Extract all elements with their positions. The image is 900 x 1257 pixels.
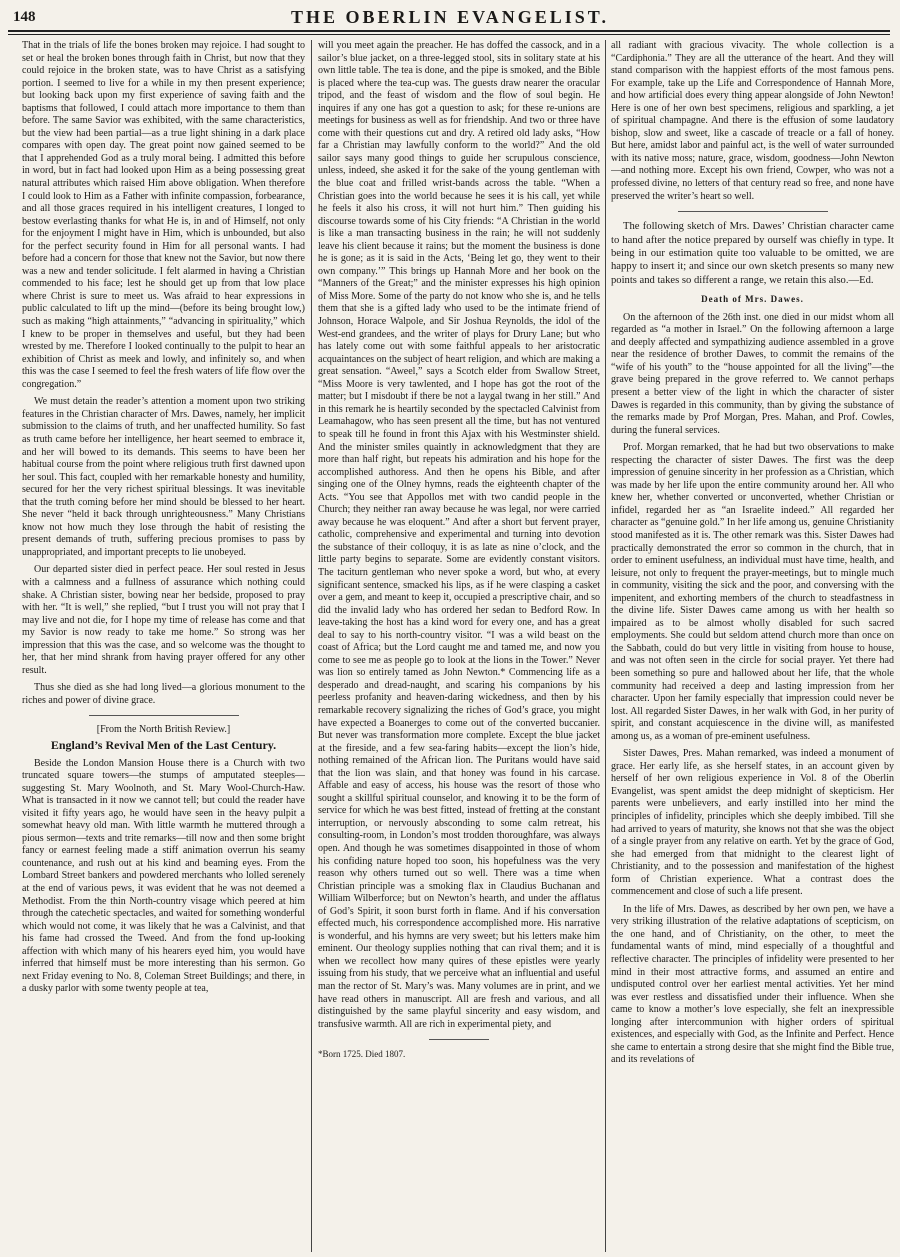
section-separator xyxy=(678,211,828,212)
page-header xyxy=(0,0,900,30)
header-rule-thin xyxy=(8,34,890,35)
paragraph: will you meet again the preacher. He has doffed the cassock, and in a sailor’s blue jacket, on a three-legged stool, sits in solitary state at his own little table. The tea is done, and the pipe is smoked, and the Bible is placed where the tea-cup was. The guests draw nearer the oracular tripod, and the feast of wisdom and the flow of soul begin. He inquires if any one has got a question to ask; for these re-unions are meetings for business as well as for friendship. And two or three have come with their questions cut and dry. A retired old lady asks, “How far a Christian may lawfully conform to the world?” And the old sailor says many good things to guide her scrupulous conscience, unless, indeed, she asked it for the sake of the young gentleman with the blue coat and frilled wrist-bands across the table. “When a Christian goes into the world because he sees it is his call, yet while he feels it also his cross, it will not hurt him.” Then guiding his discourse towards some of his City friends: “A Christian in the world is like a man transacting business in the rain; he will not suddenly leave his client because it rains; but the moment the business is done he is gone; as it is said in the Acts, ‘Being let go, they went to their own company.’” This brings up Hannah More and her book on the “Manners of the Great;” and the minister expresses his high opinion of Miss More. Some of the party do not know who she is, and he tells them that she is a gifted lady who used to be the intimate friend of Johnson, Horace Walpole, and Sir Joshua Reynolds, the idol of the West-end grandees, and the writer of plays for Drury Lane; but who has lately come out with some faithful appeals to her aristocratic acquaintances on the subject of heart religion, and which are making a great sensation. “Aweel,” says a Scotch elder from Swallow Street, “Miss Moore is very tawlented, and I hope has got the root of the matter; but I misdoubt if there be not a laygal twang in her still.” And in this remark he is heartily seconded by the spectacled Calvinist from Leamahagow, who has seen present all the time, but has not ventured to speak till he found in front this Ajax with his Westminster shield. And the minister smiles quaintly in acknowledgment that they are more than half right, but repeats his admiration and his hope for the accomplished authoress. And then he opens his Bible, and after singing one of the Olney hymns, reads the eighteenth chapter of the Acts. “You see that Appollos met with two candid people in the Church; they neither ran away because he was legal, nor were carried away because he was eloquent.” And after a short but fervent prayer, catholic, comprehensive and experimental and turning into devotion the substance of their colloquy, it is as late as nine o’clock, and the little party begins to separate. Some are evidently constant visitors. The taciturn gentleman who never spoke a word, but who, at every significant sentence, smacked his lips, as if he were clasping a casket over a gem, and meant to keep it, occupied a prescriptive chair, and so did the invalid lady who has ordered her sedan to Bedford Row. In leave-taking the host has a kind word for every one, and has a great deal to say to his north-country visitor. “I was a wild beast on the coast of Africa; but the Lord caught me and tamed me, and now you come to see me as people go to look at the lions in the Tower.” Never was lion so entirely tamed as John Newton.* Commencing life as a desperado and dread-naught, and scaring his companions by his peerless profanity and heaven-daring wickedness, and then by his remarkable recovery signalizing the riches of God’s grace, you might have expected a Boanerges to come out of the converted buccanier. But never was transformation more complete. Except the blue jacket at the fireside, and a few sea-faring habits—except the lion’s hide, nothing remained of the African lion. The Puritans would have said that the lion was slain, and that honey was found in his carcase. Affable and easy of access, his house was the resort of those who sought a skillful spiritual counselor, and knowing it to be the form of service for which he was best fitted, instead of fretting at the constant interruption, or nervously absconding to some calm retreat, his consulting-room, in London’s most trodden thoroughfare, was always open. And though he was sometimes disappointed in those of whom his confiding nature hoped too soon, his hopefulness was the very reason why others turned out so well. There was a time when Christian principle was a smoking flax in Claudius Buchanan and William Wilberforce; but on Newton’s hearth, and under the afflatus of God’s Spirit, it soon burst forth in flame. And if his conversation effected much, his correspondence accomplished more. His narrative is wonderful, and his hymns are very sweet; but his letters make him eminent. Our theology supplies nothing that can rival them; and it is when we recollect how many quires of these epistles were yearly issuing from his study, that we perceive what an influential and useful man the rector of St. Mary’s was. Many volumes are in print, and we have read others in manuscript. All are fresh and various, and all distinguished by the same playful sincerity and easy wisdom, and transfusive warmth. All are rich in experimental piety, and xyxy=(318,40,600,1030)
paragraph: On the afternoon of the 26th inst. one died in our midst whom all regarded as “a mother in Israel.” On the following afternoon a large and deeply affected and sympathizing audience assembled in a grove near the residence of brother Dawes, to commit the remains of the “wife of his youth” to the “house appointed for all the living”—the grave being prepared in the grove referred to. We cannot perhaps present a better view of the light in which the character of sister Dawes is regarded in this community, than by giving the substance of the remarks made by Prof Morgan, Pres. Mahan, and Prof. Cowles, during the funeral services. xyxy=(611,311,894,436)
footnote: *Born 1725. Died 1807. xyxy=(318,1049,406,1060)
column-3 xyxy=(611,40,894,1252)
section-separator xyxy=(89,715,239,716)
footnote-rule xyxy=(429,1039,489,1040)
source-line: [From the North British Review.] xyxy=(96,724,231,736)
editor-note: The following sketch of Mrs. Dawes’ Christian character came to hand after the notice prepared by ourself was chiefly in type. It being in our estimation quite too valuable to be omitted, we are happy to insert it; and since our own sketch presents so many new points and takes so different a range, we retain this also.—Ed. xyxy=(611,221,894,286)
paragraph: Thus she died as she had long lived—a glorious monument to the riches and power of divine grace. xyxy=(22,682,305,706)
header-rule xyxy=(8,30,890,32)
column-2 xyxy=(318,40,600,1252)
column-divider xyxy=(605,40,606,1252)
masthead-title: THE OBERLIN EVANGELIST. xyxy=(291,7,609,27)
paragraph: That in the trials of life the bones broken may rejoice. I had sought to set or heal the broken bones through faith in Christ, but now that they could rejoice in the broken state, was to have Christ as a satisfying portion. I seemed to live for a while in my then present experience; but looking back upon my first experience of saving faith and the baptisms that followed, I could attach more importance to them than before. The same Savior was exhibited, with the same characteristics, but the view had been partial—as a true light shining in a dark place compares with open day. The great point now gained seemed to be that I apprehended God as a truly moral being. I admitted this before in word, but in fact had looked upon Him as a being possessing great natural attributes which raised Him above obligation. When therefore I could look to Him as a Father with infinite compassion, forbearance, and all those graces required in his intelligent creatures, I longed to bestow everlasting thanks for what He is, in and of Himself, not only for the enjoyment I might have in Him, which is unbounded, but also for the perfect security found in Him for all personal wants. I had before had a concern for those that knew not the Savior, but now there was a new and tender solicitude. I felt alarmed in having a Christian commended to his face; lest he should get up from that low place where Christ is sure to meet us. Was afraid to hear expressions in public calculated to lift up the mind—(before its being brought low,) such as making “high attainments,” “advancing in spirituality,” which I knew to be proper in themselves and useful, but they had been wrested by me. Therefore I looked continually to the pulpit to hear an exhibition of Christ as meek and lowly, and infinitely so, and when this was the case I seemed to feel the fresh waters of life flow over the congregation.” xyxy=(22,40,305,390)
paragraph: We must detain the reader’s attention a moment upon two striking features in the Christian character of Mrs. Dawes, namely, her implicit submission to the claims of truth, and her unaffected humility. So fast as truth came before her intelligence, her heart seemed to embrace it, and her will bowed to its demands. This seems to have been her habitual course from the point where religious truth first dawned upon her soul. This fact, coupled with her remarkable honesty and humility, secured for her the very richest spiritual blessings. It was inevitable that the truth coming before her mind should be blessed to her heart. She never “held it back through unrighteousness.” Many Christians know not how much they lose through the habit of resisting the present demands of truth, suffering precious promises to pass by unappropriated, and important precepts to lie unobeyed. xyxy=(22,396,305,558)
column-1 xyxy=(22,40,305,1252)
column-divider xyxy=(311,40,312,1252)
section-subheading: Death of Mrs. Dawes. xyxy=(701,294,804,305)
paragraph: Sister Dawes, Pres. Mahan remarked, was indeed a monument of grace. Her early life, as she herself states, in an account given by herself of her own religious experience in Vol. 8 of the Oberlin Evangelist, was spent amidst the deep midnight of skepticism. Her parents were unbelievers, and early instilled into her mind the principles of infidelity, principles which she deeply imbibed. Till she had arrived to years of maturity, she knows not that she was the object of a single prayer from any relative on earth. Yet by the grace of God, she had emerged from that midnight to the clearest light of Christianity, and to the possession and manifestation of the highest form of Christian experience. What a contrast does the commencement and close of such a life present. xyxy=(611,748,894,898)
paragraph: In the life of Mrs. Dawes, as described by her own pen, we have a very striking illustration of the relative adaptations of scepticism, on the one hand, and of Christianity, on the other, to meet the fundamental wants of mind, mind especially of a thoughtful and reflective character. The principles of infidelity were presented to her mind in their most attractive forms, and assumed an entire and undisputed control over her earliest mental activities. Yet her mind was ever restless and dissatisfied under their influence. When she came to know a mother’s love especially, she felt an inexpressible longing after intercommunion with higher orders of spiritual existences, and especially with God, as the Infinite and Perfect. Hence she came to entertain a strong desire that she might find the Bible true, and its revelations of xyxy=(611,903,894,1066)
paragraph: Beside the London Mansion House there is a Church with two truncated square towers—the stumps of amputated steeples—suggesting St. Mary Woolnoth, and St. Mary Wool-Church-Haw. What is transacted in it now we cannot tell; but could the reader have visited it fifty years ago, he would have seen in the heavy pulpit a somewhat heavy old man. With little warmth he muttered through a pious sermon—texts and trite remarks—till now and then some bright fancy or earnest feeling made a stiff animation overrun his seamy countenance, and rush out at his kind and beaming eyes. From the Lombard Street bankers and powdered merchants who lolled serenely at the end of various pews, it was evident that he was not deemed a Methodist. From the thin North-country visage which peered at him through the catechetic spectacles, and waited for something wonderful which would not come, it was likely that he was a Calvinist, and that his fame had crossed the Tweed. And from the fond up-looking affection with which many of his hearers eyed him, you would have inferred that himself must be more interesting than his sermon. Go next Friday evening to No. 8, Coleman Street Buildings; and there, in a dusky parlor with some twenty people at tea, xyxy=(22,757,305,995)
page-number: 148 xyxy=(13,9,36,25)
article-heading: England’s Revival Men of the Last Century. xyxy=(50,737,277,752)
paragraph: Prof. Morgan remarked, that he had but two observations to make respecting the character of sister Dawes. The first was the deep impression of genuine sincerity in her profession as a Christian, which was made by her life upon the entire community around her. All who knew her, whether converted or unconverted, whether Christian or infidel, regarded her as “an Israelite indeed.” All regarded her character as “genuine gold.” In her life among us, genuine Christianity stood manifested as it is. The other remark was this. Sister Dawes had practically demonstrated the error so common in the church, that in order to eminent usefulness, an individual must have time, health, and leisure, not only to frequent the prayer-meetings, but to mingle much in community, visiting the sick and the poor, and conversing with the impenitent, and exhorting members of the church to steadfastness in the divine life. Sister Dawes came among us with her health so impaired as to be almost wholly disabled for such sacred employments. She could but seldom attend church more than once on the Sabbath, could do but very little in visiting from house to house, and was not often seen in the circle for social prayer. Yet there had been something so pure and hallowed about her life, that the whole community had received a deep and lasting impression from her character. Upon her family especially that impression could never be lost. All regarded Sister Dawes, in her walk with God, in her purity of spirit, and constant acquiescence in the divine will, as manifested among us, as a woman of pre-eminent usefulness. xyxy=(611,442,894,742)
paragraph: Our departed sister died in perfect peace. Her soul rested in Jesus with a calmness and a fullness of assurance which nothing could shake. A Christian sister, bowing near her bedside, proposed to pray with her. “It is well,” she replied, “but I trust you will not pray that I may live and not die, for I hope my time of release has come and that my Savior is now ready to take me home.” So strong was her impression that this was the case, and so welcome was the thought to her, that her mind shrank from having prayer offered for any other result. xyxy=(22,564,305,676)
paragraph: all radiant with gracious vivacity. The whole collection is a “Cardiphonia.” They are all the utterance of the heart. And they will stand comparison with the happiest efforts of the most famous pens. For example, take up the Life and Correspondence of Hannah More, and how artificial does every thing appear alongside of John Newton! Here is one of her own best specimens, religious and sparkling, a jet of spiritual champagne. And there is the effusion of some laudatory bishop, slow and sweet, like a cascade of treacle or a fall of honey. But here, amidst labor and painful act, is the well of water surrounded with its native moss; nature, grace, wisdom, goodness—John Newton—and nothing more. Except his own friend, Cowper, who was not a professed divine, no letters of that century read so free, and none have preserved the writer’s heart so well. xyxy=(611,40,894,202)
